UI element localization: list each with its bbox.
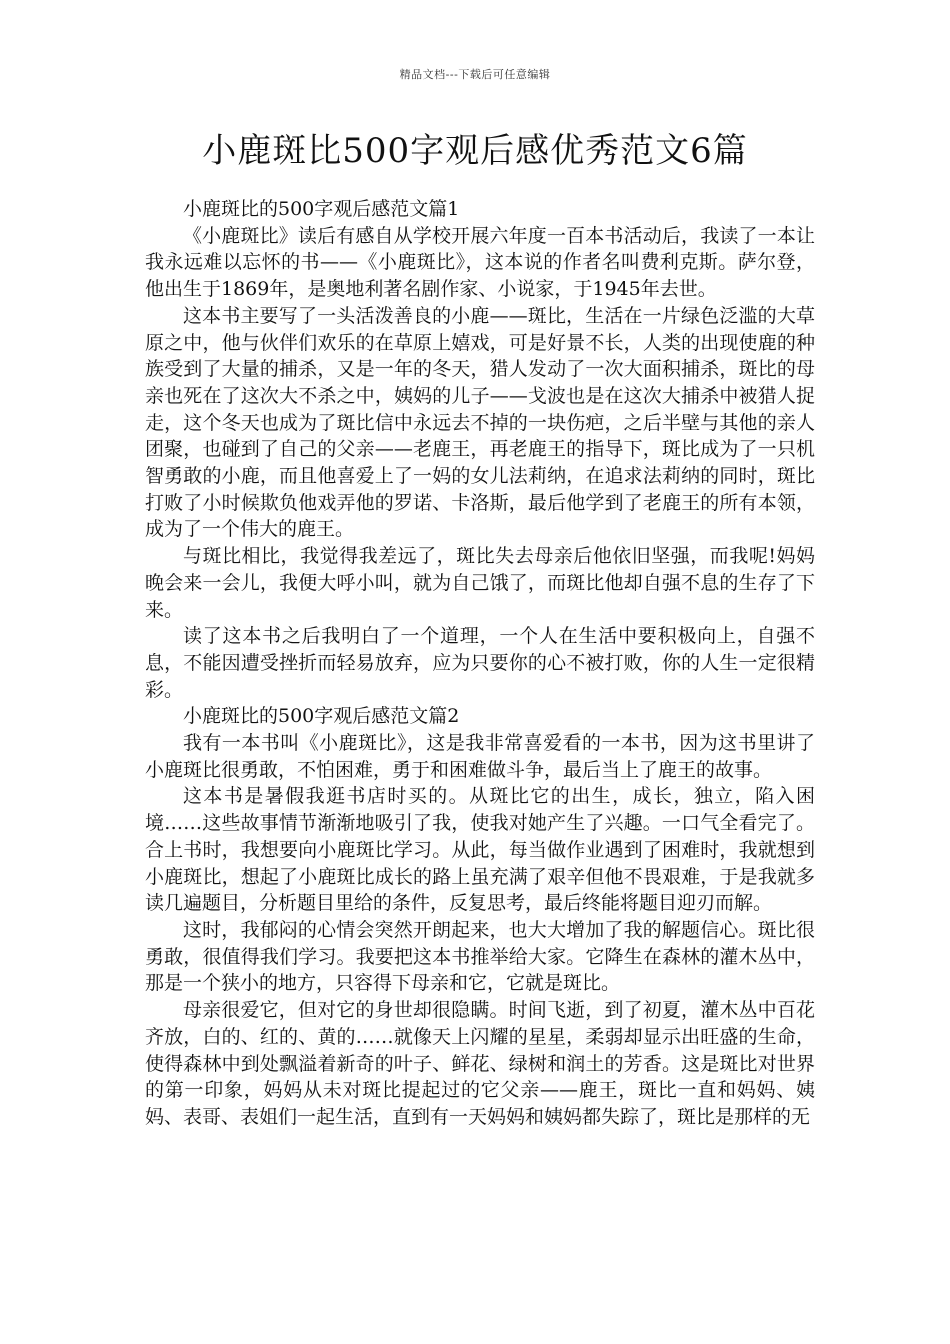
header-note: 精品文档---下载后可任意编辑: [399, 68, 551, 81]
paragraph: 这时，我郁闷的心情会突然开朗起来，也大大增加了我的解题信心。斑比很勇敢，很值得我们学习。我要把这本书推举给大家。它降生在森林的灌木丛中，那是一个狭小的地方，只容得下母亲和它，它就是斑比。: [145, 918, 815, 995]
paragraph: 母亲很爱它，但对它的身世却很隐瞒。时间飞逝，到了初夏，灌木丛中百花齐放，白的、红的、黄的……就像天上闪耀的星星，柔弱却显示出旺盛的生命，使得森林中到处飘溢着新奇的叶子、鲜花、绿树和润土的芳香。这是斑比对世界的第一印象，妈妈从未对斑比提起过的它父亲——鹿王，斑比一直和妈妈、姨妈、表哥、表姐们一起生活，直到有一天妈妈和姨妈都失踪了，斑比是那样的无: [145, 999, 815, 1128]
paragraph: 与斑比相比，我觉得我差远了，斑比失去母亲后他依旧坚强，而我呢!妈妈晚会来一会儿，我便大呼小叫，就为自己饿了，而斑比他却自强不息的生存了下来。: [145, 545, 815, 621]
paragraph: 读了这本书之后我明白了一个道理，一个人在生活中要积极向上，自强不息，不能因遭受挫折而轻易放弃，应为只要你的心不被打败，你的人生一定很精彩。: [145, 625, 815, 701]
document-body: [145, 196, 815, 1131]
paragraph: 这本书主要写了一头活泼善良的小鹿——斑比，生活在一片绿色泛滥的大草原之中，他与伙伴们欢乐的在草原上嬉戏，可是好景不长，人类的出现使鹿的种族受到了大量的捕杀，又是一年的冬天，猎人发动了一次大面积捕杀，斑比的母亲也死在了这次大不杀之中，姨妈的儿子——戈波也是在这次大捕杀中被猎人捉走，这个冬天也成为了斑比信中永远去不掉的一块伤疤，之后半壁与其他的亲人团聚，也碰到了自己的父亲——老鹿王，再老鹿王的指导下，斑比成为了一只机智勇敢的小鹿，而且他喜爱上了一妈的女儿法莉纳，在追求法莉纳的同时，斑比打败了小时候欺负他戏弄他的罗诺、卡洛斯，最后他学到了老鹿王的所有本领，成为了一个伟大的鹿王。: [145, 304, 815, 541]
paragraph: 我有一本书叫《小鹿斑比》，这是我非常喜爱看的一本书，因为这书里讲了小鹿斑比很勇敢，不怕困难，勇于和困难做斗争，最后当上了鹿王的故事。: [145, 732, 815, 781]
paragraph: 《小鹿斑比》读后有感自从学校开展六年度一百本书活动后，我读了一本让我永远难以忘怀的书——《小鹿斑比》，这本说的作者名叫费利克斯。萨尔登，他出生于1869年，是奥地利著名剧作家、小说家，于1945年去世。: [145, 224, 815, 301]
paragraph: 这本书是暑假我逛书店时买的。从斑比它的出生，成长，独立，陷入困境……这些故事情节渐渐地吸引了我，使我对她产生了兴趣。一口气全看完了。合上书时，我想要向小鹿斑比学习。从此，每当做作业遇到了困难时，我就想到小鹿斑比，想起了小鹿斑比成长的路上虽充满了艰辛但他不畏艰难，于是我就多读几遍题目，分析题目里给的条件，反复思考，最后终能将题目迎刃而解。: [145, 785, 815, 915]
section-heading-2: 小鹿斑比的500字观后感范文篇2: [183, 705, 460, 728]
section-heading-1: 小鹿斑比的500字观后感范文篇1: [183, 198, 460, 220]
document-title: 小鹿斑比500字观后感优秀范文6篇: [202, 131, 748, 171]
